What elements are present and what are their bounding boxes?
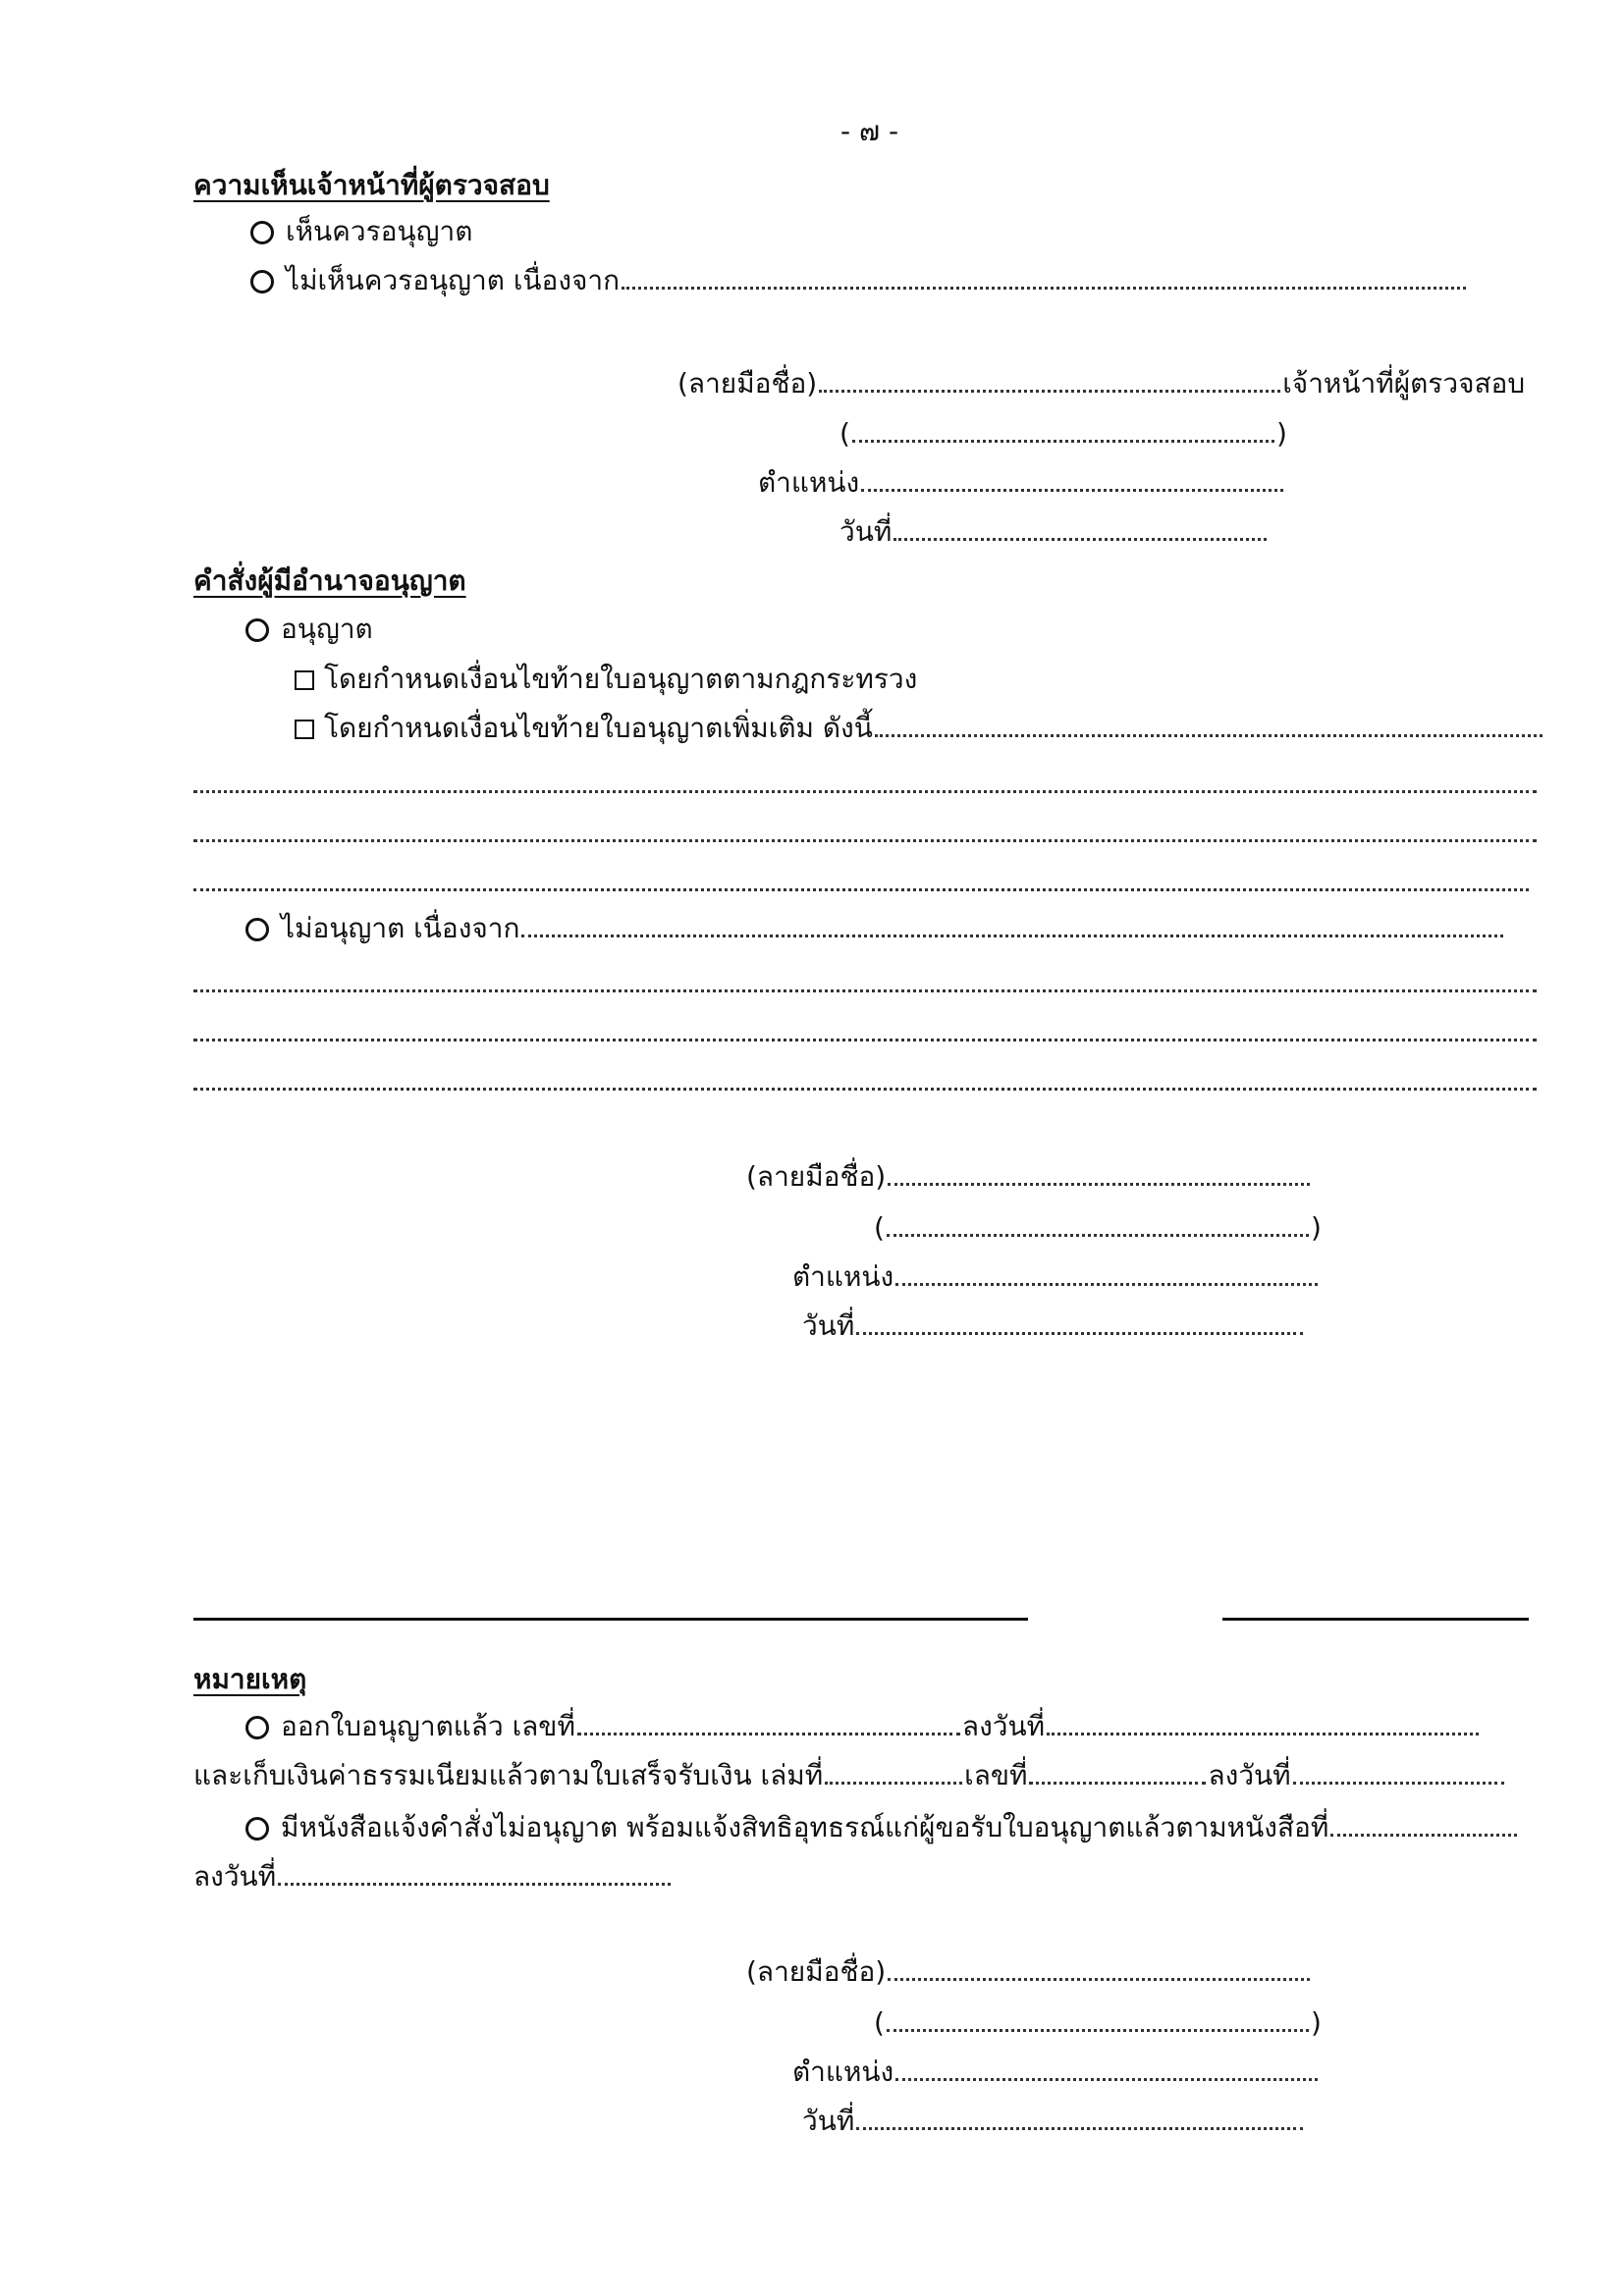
authority-option-deny[interactable]: ไม่อนุญาต เนื่องจาก (245, 915, 1505, 942)
authority-option-permit[interactable]: อนุญาต (245, 615, 373, 643)
remarks-notice[interactable]: มีหนังสือแจ้งคำสั่งไม่อนุญาต พร้อมแจ้งสิทธิอุทธรณ์แก่ผู้ขอรับใบอนุญาตแล้วตามหนังสือที่ (245, 1814, 1519, 1842)
checkbox-icon[interactable] (295, 720, 314, 739)
radio-circle-icon[interactable] (245, 918, 269, 941)
position-line[interactable] (895, 2078, 1318, 2081)
inspector-heading: ความเห็นเจ้าหน้าที่ผู้ตรวจสอบ (193, 169, 550, 201)
inspector-name-paren: ( ) (839, 417, 1287, 450)
radio-circle-icon[interactable] (245, 1716, 269, 1739)
date-line[interactable] (893, 538, 1267, 541)
remarks-signature: (ลายมือชื่อ) (746, 1958, 1312, 1986)
inspector-position: ตำแหน่ง (758, 469, 1285, 497)
authority-date: วันที่ (802, 1312, 1305, 1340)
receipt-number-line[interactable] (1029, 1782, 1206, 1785)
authority-position: ตำแหน่ง (792, 1263, 1320, 1291)
radio-circle-icon[interactable] (250, 221, 274, 244)
receipt-date-line[interactable] (1293, 1782, 1504, 1785)
condition-ministerial[interactable]: โดยกำหนดเงื่อนไขท้ายใบอนุญาตตามกฎกระทรวง (295, 666, 917, 693)
name-line[interactable] (887, 1234, 1309, 1237)
remarks-position: ตำแหน่ง (792, 2058, 1320, 2086)
date-line[interactable] (856, 1332, 1303, 1335)
radio-circle-icon[interactable] (245, 1817, 269, 1841)
authority-heading: คำสั่งผู้มีอำนาจอนุญาต (193, 564, 466, 597)
inspector-signature: (ลายมือชื่อ) เจ้าหน้าที่ผู้ตรวจสอบ (677, 367, 1526, 400)
authority-signature: (ลายมือชื่อ) (746, 1163, 1312, 1191)
signature-line[interactable] (888, 1978, 1310, 1981)
fill-line[interactable] (875, 734, 1543, 737)
receipt-book-line[interactable] (825, 1782, 962, 1785)
remarks-notice-date: ลงวันที่ (193, 1863, 673, 1891)
divider-line-right (1222, 1618, 1529, 1621)
inspector-option-reject[interactable]: ไม่เห็นควรอนุญาต เนื่องจาก (250, 267, 1468, 294)
radio-circle-icon[interactable] (250, 270, 274, 294)
remarks-issued[interactable]: ออกใบอนุญาตแล้ว เลขที่ ลงวันที่ (245, 1713, 1481, 1740)
inspector-option-approve[interactable]: เห็นควรอนุญาต (250, 218, 472, 245)
remarks-name-paren: ( ) (874, 2006, 1322, 2039)
date-line[interactable] (856, 2127, 1303, 2130)
deny-line-2[interactable] (193, 1039, 1537, 1041)
inspector-date: วันที่ (839, 518, 1269, 546)
remarks-date: วันที่ (802, 2108, 1305, 2135)
signature-line[interactable] (819, 390, 1280, 393)
condition-line-3[interactable] (193, 888, 1529, 891)
divider-line-left (193, 1618, 1028, 1621)
fill-line[interactable] (521, 934, 1503, 937)
condition-line-2[interactable] (193, 839, 1537, 842)
notice-date-line[interactable] (278, 1883, 671, 1886)
deny-line-3[interactable] (193, 1088, 1537, 1091)
license-number-line[interactable] (577, 1733, 960, 1735)
remarks-heading: หมายเหตุ (193, 1663, 307, 1695)
fill-line[interactable] (622, 287, 1466, 290)
position-line[interactable] (861, 489, 1283, 492)
name-line[interactable] (852, 440, 1274, 443)
remarks-fee: และเก็บเงินค่าธรรมเนียมแล้วตามใบเสร็จรับเงิน เล่มที่ เลขที่ ลงวันที่ (193, 1762, 1506, 1789)
notice-number-line[interactable] (1330, 1834, 1517, 1837)
position-line[interactable] (895, 1283, 1318, 1286)
signature-line[interactable] (888, 1183, 1310, 1186)
condition-additional[interactable]: โดยกำหนดเงื่อนไขท้ายใบอนุญาตเพิ่มเติม ดังนี้ (295, 715, 1544, 742)
page-number: - ๗ - (840, 115, 899, 147)
checkbox-icon[interactable] (295, 670, 314, 690)
name-line[interactable] (887, 2029, 1309, 2032)
deny-line-1[interactable] (193, 989, 1537, 992)
issued-date-line[interactable] (1047, 1733, 1479, 1735)
authority-name-paren: ( ) (874, 1211, 1322, 1244)
condition-line-1[interactable] (193, 790, 1537, 793)
radio-circle-icon[interactable] (245, 618, 269, 642)
